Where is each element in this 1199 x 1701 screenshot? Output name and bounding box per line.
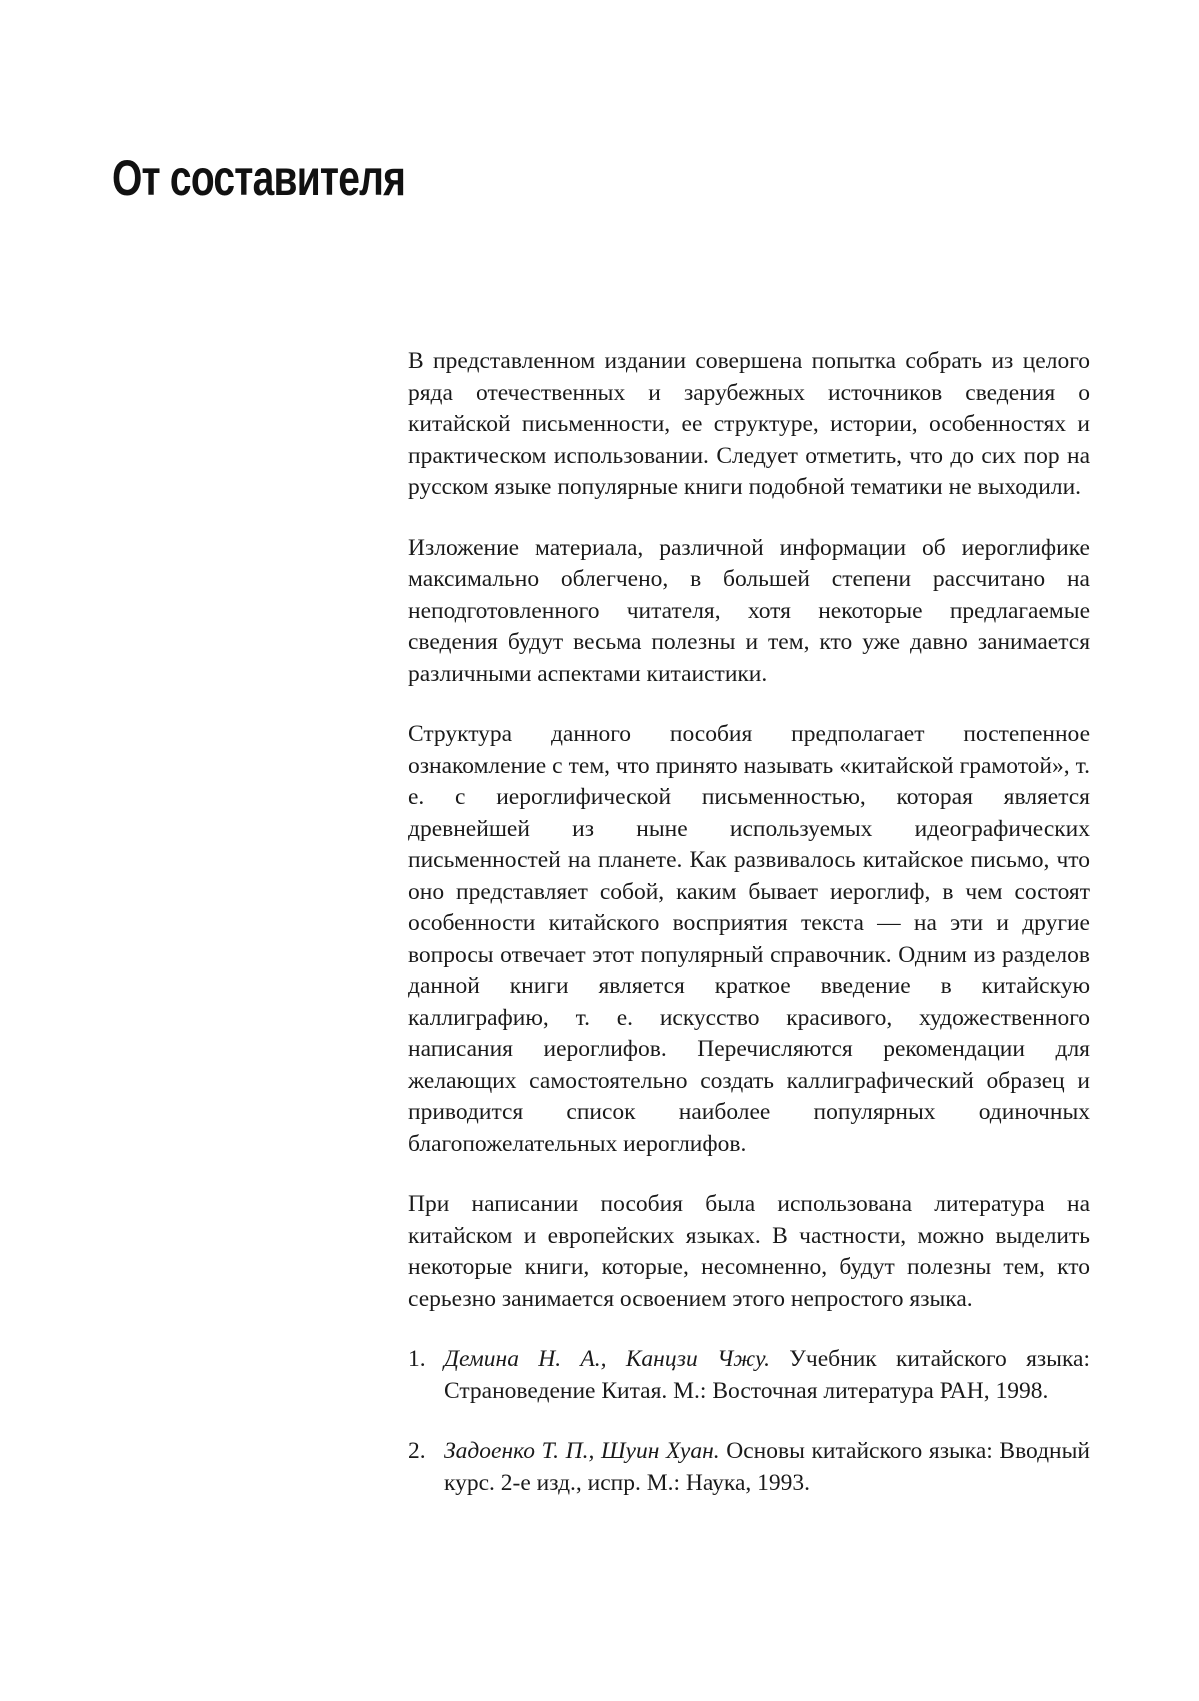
- paragraph-4: При написании пособия была использована литература на китайском и европейских языках. В частности, можно выделить некоторые книги, которые, несомненно, будут полезны тем, кто серьезно занимается освоением этого непростого языка.: [408, 1191, 1090, 1312]
- reference-item: [408, 1436, 1090, 1499]
- paragraph-2: Изложение материала, различной информации об иероглифике максимально облегчено, в большей степени рассчитано на неподготовленного читателя, хотя некоторые предлагаемые сведения будут весьма полезны и тем, кто уже давно занимается различными аспектами китаистики.: [408, 534, 1090, 687]
- reference-number: 1.: [408, 1346, 426, 1372]
- reference-authors: Демина Н. А., Канцзи Чжу.: [444, 1346, 770, 1372]
- chapter-title: От составителя: [112, 150, 406, 206]
- reference-text: Учебник китайского языка: Страноведение Китая. М.: Восточная литература РАН, 1998.: [444, 1346, 1090, 1404]
- paragraph-1: В представленном издании совершена попытка собрать из целого ряда отечественных и зарубежных источников сведения о китайской письменности, ее структуре, истории, особенностях и практическом использовании. Следует отметить, что до сих пор на русском языке популярные книги подобной тематики не выходили.: [408, 348, 1090, 500]
- preface-body: [408, 346, 1090, 1528]
- reference-list: [408, 1344, 1090, 1499]
- paragraph-3: Структура данного пособия предполагает постепенное ознакомление с тем, что принято называть «китайской грамотой», т. е. с иероглифической письменностью, которая является древнейшей из ныне используемых идеографических письменностей на планете. Как развивалось китайское письмо, что оно представляет собой, каким бывает иероглиф, в чем состоят особенности китайского восприятия текста — на эти и другие вопросы отвечает этот популярный справочник. Одним из разделов данной книги является краткое введение в китайскую каллиграфию, т. е. искусство красивого, художественного написания иероглифов. Перечисляются рекомендации для желающих самостоятельно создать каллиграфический образец и приводится список наиболее популярных одиночных благопожелательных иероглифов.: [408, 721, 1090, 1157]
- reference-number: 2.: [408, 1438, 426, 1464]
- reference-item: [408, 1344, 1090, 1407]
- reference-text: Основы китайского языка: Вводный курс. 2-е изд., испр. М.: Наука, 1993.: [444, 1438, 1090, 1496]
- reference-authors: Задоенко Т. П., Шуин Хуан.: [444, 1438, 720, 1464]
